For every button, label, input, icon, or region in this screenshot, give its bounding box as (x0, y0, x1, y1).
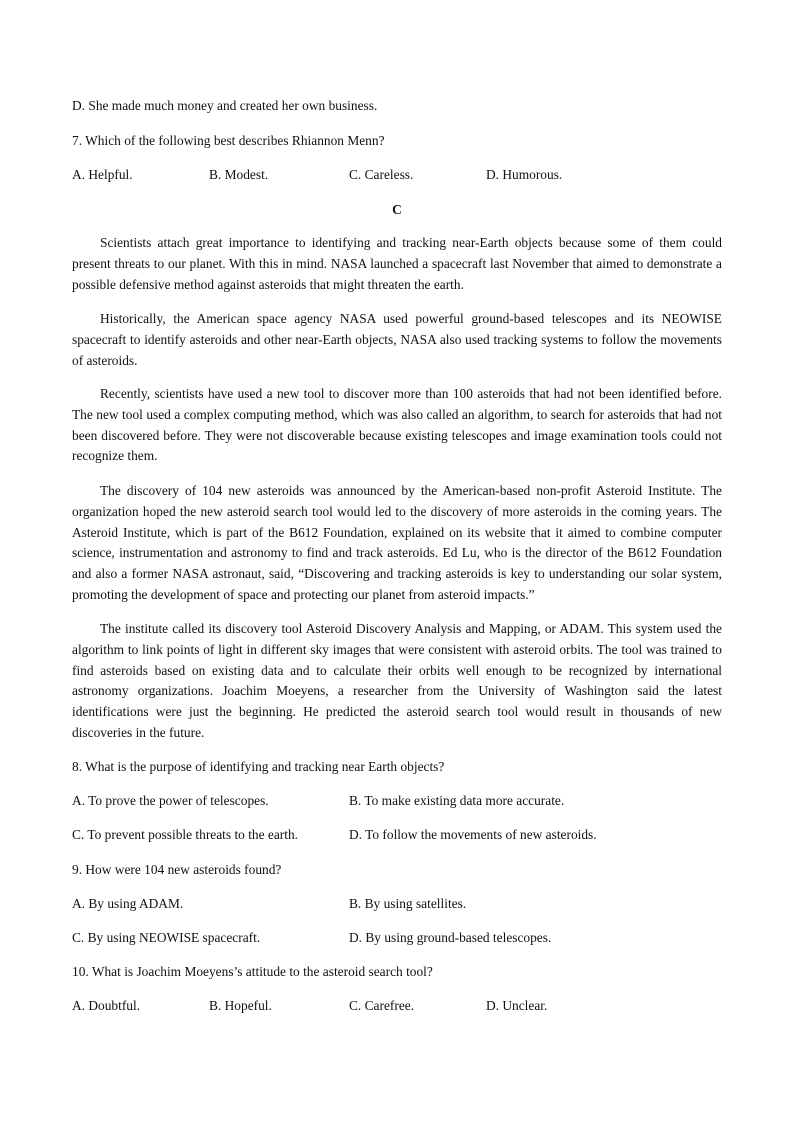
q7-question: 7. Which of the following best describes Rhiannon Menn? (72, 133, 385, 148)
q9-options-row-2 (72, 929, 732, 947)
q7-option-a: A. Helpful. (72, 167, 133, 182)
passage-paragraph-3: Recently, scientists have used a new tool to discover more than 100 asteroids that had not been identified before. The new tool used a complex computing method, which was also called an algorithm, to search for asteroids that had not been discovered before. They were not discoverable because existing telescopes and image examination tools could not recognize them. (72, 386, 722, 464)
q8-question: 8. What is the purpose of identifying and tracking near Earth objects? (72, 759, 445, 774)
q10-question: 10. What is Joachim Moeyens’s attitude to the asteroid search tool? (72, 964, 433, 979)
passage-paragraph-2: Historically, the American space agency NASA used powerful ground-based telescopes and its NEOWISE spacecraft to identify asteroids and other near-Earth objects, NASA also used tracking systems to follow the movements of asteroids. (72, 311, 722, 368)
q9-question: 9. How were 104 new asteroids found? (72, 862, 282, 877)
q9-option-a: A. By using ADAM. (72, 896, 184, 911)
q7-options (72, 166, 732, 184)
q10-option-c: C. Carefree. (349, 998, 415, 1013)
q8-option-b: B. To make existing data more accurate. (349, 793, 565, 808)
q9-option-c: C. By using NEOWISE spacecraft. (72, 930, 261, 945)
q8-option-d: D. To follow the movements of new asteroids. (349, 827, 597, 842)
passage-paragraph-5: The institute called its discovery tool Asteroid Discovery Analysis and Mapping, or ADAM. This system used the algorithm to link points of light in different sky images that were consistent with asteroid orbits. The tool was trained to find asteroids based on existing data and to calculate their orbits well enough to be recognized by international astronomy organizations. Joachim Moeyens, a researcher from the University of Washington said the latest identifications were just the beginning. He predicted the asteroid search tool would result in thousands of new discoveries in the future. (72, 621, 722, 740)
q9-option-b: B. By using satellites. (349, 896, 467, 911)
q8-options-row-2 (72, 826, 732, 844)
section-heading: C (392, 202, 402, 217)
q10-option-a: A. Doubtful. (72, 998, 141, 1013)
q9-option-d: D. By using ground-based telescopes. (349, 930, 552, 945)
q10-options (72, 997, 732, 1015)
q10-option-b: B. Hopeful. (209, 998, 272, 1013)
q8-options-row-1 (72, 792, 732, 810)
q7-option-b: B. Modest. (209, 167, 269, 182)
passage-paragraph-4: The discovery of 104 new asteroids was announced by the American-based non-profit Asteroid Institute. The organization hoped the new asteroid search tool would led to the discovery of more asteroids in the coming years. The Asteroid Institute, which is part of the B612 Foundation, explained on its website that it aimed to combine computer science, instrumentation and astronomy to find and track asteroids. Ed Lu, who is the director of the B612 Foundation and also a former NASA astronaut, said, “Discovering and tracking asteroids is key to understanding our solar system, promoting the development of space and protecting our planet from asteroid impacts.” (72, 483, 722, 602)
q7-option-d: D. Humorous. (486, 167, 563, 182)
q10-option-d: D. Unclear. (486, 998, 548, 1013)
q8-option-a: A. To prove the power of telescopes. (72, 793, 269, 808)
q8-option-c: C. To prevent possible threats to the earth. (72, 827, 299, 842)
q6-option-d: D. She made much money and created her own business. (72, 98, 378, 113)
q7-option-c: C. Careless. (349, 167, 414, 182)
q9-options-row-1 (72, 895, 732, 913)
passage-paragraph-1: Scientists attach great importance to identifying and tracking near-Earth objects because some of them could present threats to our planet. With this in mind. NASA launched a spacecraft last November that aimed to demonstrate a possible defensive method against asteroids that might threaten the earth. (72, 235, 722, 292)
